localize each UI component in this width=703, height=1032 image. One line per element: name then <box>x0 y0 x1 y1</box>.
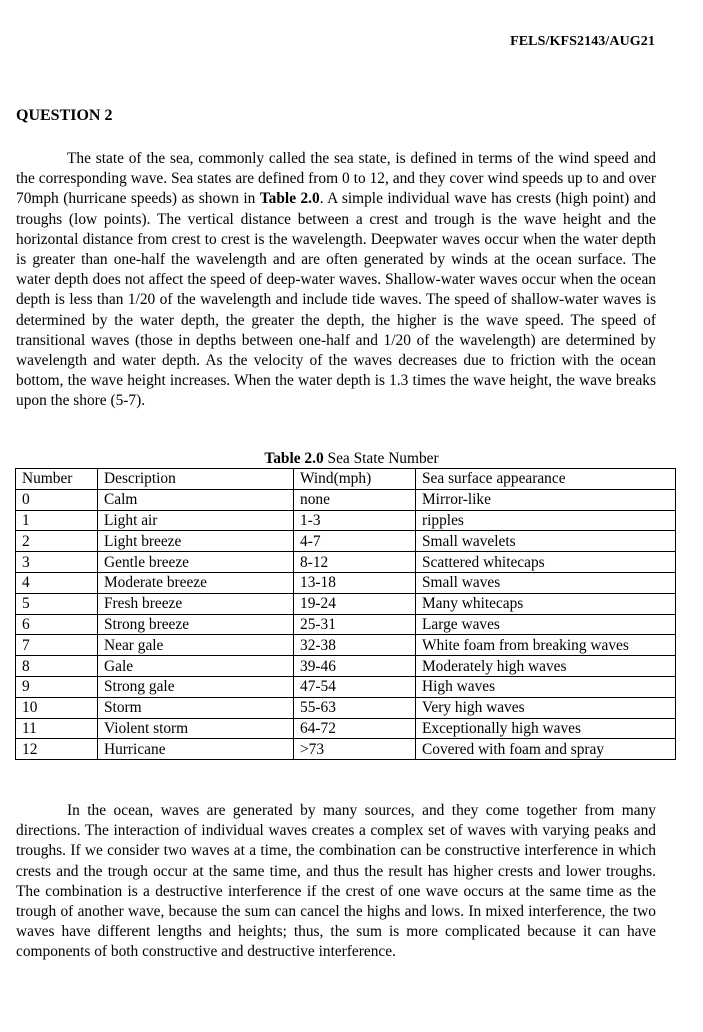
cell-appearance: Large waves <box>416 614 676 635</box>
cell-number: 8 <box>16 656 98 677</box>
cell-wind: 19-24 <box>294 593 416 614</box>
cell-wind: 47-54 <box>294 676 416 697</box>
table-caption <box>0 450 703 468</box>
table-reference: Table 2.0 <box>259 190 320 208</box>
cell-description: Moderate breeze <box>98 572 294 593</box>
cell-wind: >73 <box>294 739 416 760</box>
cell-wind: 55-63 <box>294 697 416 718</box>
cell-wind: 13-18 <box>294 572 416 593</box>
header-number: Number <box>16 469 98 490</box>
table-row <box>16 614 676 635</box>
cell-appearance: Scattered whitecaps <box>416 552 676 573</box>
cell-appearance: Mirror-like <box>416 489 676 510</box>
sea-state-table <box>15 468 676 760</box>
cell-description: Fresh breeze <box>98 593 294 614</box>
table-caption-text: Sea State Number <box>323 450 439 467</box>
table-row <box>16 718 676 739</box>
cell-wind: 1-3 <box>294 510 416 531</box>
table-row <box>16 593 676 614</box>
table-row <box>16 635 676 656</box>
intro-text-start: The state of the sea, commonly called the sea state, is defined in terms of the wind speed and the corresponding wave. Sea states are defined from 0 to 12, and they cover wind speeds up to and over 70mph (hurricane speeds) as shown in <box>16 150 656 208</box>
cell-number: 0 <box>16 489 98 510</box>
cell-description: Gentle breeze <box>98 552 294 573</box>
intro-paragraph <box>16 149 656 412</box>
table-row <box>16 676 676 697</box>
intro-text-end: . A simple individual wave has crests (high point) and troughs (low points). The vertical distance between a crest and trough is the wave height and the horizontal distance from crest to crest is the wavelength. Deepwater waves occur when the water depth is greater than one-half the wavelength and are often generated by winds at the ocean surface. The water depth does not affect the speed of deep-water waves. Shallow-water waves occur when the ocean depth is less than 1/20 of the wavelength and include tide waves. The speed of shallow-water waves is determined by the water depth, the greater the depth, the higher is the wave speed. The speed of transitional waves (those in depths between one-half and 1/20 of the wavelength) are determined by wavelength and water depth. As the velocity of the waves decreases due to friction with the ocean bottom, the wave height increases. When the water depth is 1.3 times the wave height, the wave breaks upon the shore (5-7). <box>16 190 656 410</box>
table-row <box>16 572 676 593</box>
table-row <box>16 656 676 677</box>
table-body <box>16 489 676 759</box>
header-wind: Wind(mph) <box>294 469 416 490</box>
cell-description: Gale <box>98 656 294 677</box>
cell-number: 5 <box>16 593 98 614</box>
question-title: QUESTION 2 <box>16 107 113 124</box>
cell-appearance: Small waves <box>416 572 676 593</box>
cell-description: Calm <box>98 489 294 510</box>
cell-number: 4 <box>16 572 98 593</box>
cell-number: 9 <box>16 676 98 697</box>
cell-description: Hurricane <box>98 739 294 760</box>
cell-number: 11 <box>16 718 98 739</box>
cell-appearance: Covered with foam and spray <box>416 739 676 760</box>
cell-number: 7 <box>16 635 98 656</box>
cell-appearance: ripples <box>416 510 676 531</box>
cell-appearance: Moderately high waves <box>416 656 676 677</box>
header-description: Description <box>98 469 294 490</box>
table-row <box>16 510 676 531</box>
cell-appearance: Very high waves <box>416 697 676 718</box>
table-row <box>16 489 676 510</box>
cell-wind: 8-12 <box>294 552 416 573</box>
cell-appearance: High waves <box>416 676 676 697</box>
document-code: FELS/KFS2143/AUG21 <box>510 34 655 49</box>
cell-description: Near gale <box>98 635 294 656</box>
interference-paragraph: In the ocean, waves are generated by many sources, and they come together from many directions. The interaction of individual waves creates a complex set of waves with varying peaks and troughs. If we consider two waves at a time, the combination can be constructive interference in which crests and the trough occur at the same time, and thus the result has higher crests and lower troughs. The combination is a destructive interference if the crest of one wave occurs at the same time as the trough of another wave, because the sum can cancel the highs and lows. In mixed interference, the two waves have different lengths and heights; thus, the sum is more complicated because it can have components of both constructive and destructive interference. <box>16 802 656 961</box>
cell-description: Light breeze <box>98 531 294 552</box>
cell-description: Light air <box>98 510 294 531</box>
cell-wind: 25-31 <box>294 614 416 635</box>
cell-number: 6 <box>16 614 98 635</box>
cell-wind: 64-72 <box>294 718 416 739</box>
cell-description: Strong gale <box>98 676 294 697</box>
cell-number: 3 <box>16 552 98 573</box>
cell-number: 12 <box>16 739 98 760</box>
table-row <box>16 697 676 718</box>
table-row <box>16 739 676 760</box>
table-header-row <box>16 469 676 490</box>
cell-appearance: Many whitecaps <box>416 593 676 614</box>
cell-appearance: White foam from breaking waves <box>416 635 676 656</box>
cell-appearance: Exceptionally high waves <box>416 718 676 739</box>
table-caption-label: Table 2.0 <box>264 450 324 467</box>
cell-description: Strong breeze <box>98 614 294 635</box>
cell-description: Violent storm <box>98 718 294 739</box>
table-row <box>16 531 676 552</box>
cell-wind: 4-7 <box>294 531 416 552</box>
header-appearance: Sea surface appearance <box>416 469 676 490</box>
cell-wind: none <box>294 489 416 510</box>
cell-number: 10 <box>16 697 98 718</box>
cell-appearance: Small wavelets <box>416 531 676 552</box>
cell-description: Storm <box>98 697 294 718</box>
cell-number: 1 <box>16 510 98 531</box>
cell-wind: 32-38 <box>294 635 416 656</box>
cell-number: 2 <box>16 531 98 552</box>
table-row <box>16 552 676 573</box>
cell-wind: 39-46 <box>294 656 416 677</box>
